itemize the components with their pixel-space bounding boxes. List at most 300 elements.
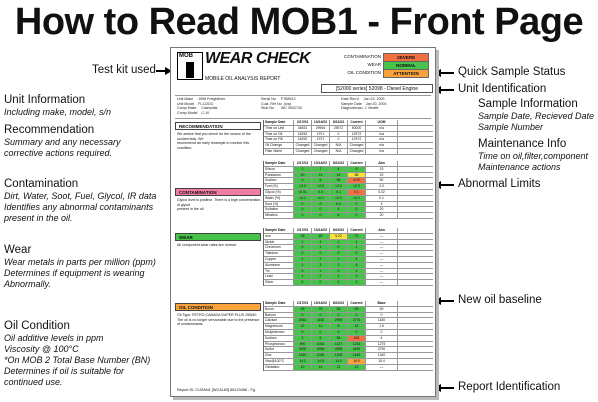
status-value: SEVERE xyxy=(383,53,429,62)
cell-value: 0 xyxy=(330,137,348,142)
annotation-heading: Sample Information xyxy=(478,98,578,110)
cell-value: 12 xyxy=(294,324,312,329)
cell-value: 0 xyxy=(294,251,312,256)
cell-value: <0.01 xyxy=(294,190,312,195)
cell-value: <0.1 xyxy=(312,196,330,201)
arrow-abnormal-limits xyxy=(436,184,454,186)
cell-value: 0 xyxy=(294,280,312,285)
cell-value: 0 xyxy=(294,213,312,218)
row-label: Boron xyxy=(264,307,294,312)
cell-value: 1 xyxy=(348,245,366,250)
cell-value: 0 xyxy=(294,207,312,212)
row-label: Potassium xyxy=(264,173,294,178)
cell-value: 15.4 xyxy=(366,359,398,364)
cell-value: 8/21/02 xyxy=(330,301,348,306)
cell-value: 49 xyxy=(294,307,312,312)
cell-value: 6 xyxy=(312,178,330,183)
section-contamination: CONTAMINATION xyxy=(175,188,261,196)
cell-value: N/A xyxy=(330,143,348,148)
cell-value: 4 xyxy=(348,257,366,262)
cell-value: 7 xyxy=(312,167,330,172)
cell-value: 0 xyxy=(312,330,330,335)
cell-value: 10/14/02 xyxy=(312,228,330,233)
annotation-heading: Wear xyxy=(4,244,32,256)
section-contamination-text: Glycol level is positive. There is a high concentration of glycol present in the oil. xyxy=(177,198,261,212)
cell-value: 12 xyxy=(348,324,366,329)
cell-value: <0.1 xyxy=(348,196,366,201)
cell-value: 88 xyxy=(348,173,366,178)
cell-value: 10/14/02 xyxy=(312,120,330,125)
table-row xyxy=(264,213,433,219)
annotation-heading: Unit Identification xyxy=(458,83,547,95)
cell-value: 0 xyxy=(348,313,366,318)
cell-value: Current xyxy=(348,301,366,306)
cell-value: 400 xyxy=(348,336,366,341)
cell-value: 1 xyxy=(348,269,366,274)
cell-value: 20 xyxy=(294,173,312,178)
cell-value: 0 xyxy=(366,330,398,335)
cell-value: N/A xyxy=(330,149,348,154)
row-label: Magnesium xyxy=(264,324,294,329)
cell-value: 2/17/03 xyxy=(294,120,312,125)
cell-value: 1.6 xyxy=(366,324,398,329)
cell-value: 29964 xyxy=(312,126,330,131)
cell-value: 12972 xyxy=(348,132,366,137)
row-label: Chromium xyxy=(264,245,294,250)
cell-value: — xyxy=(366,263,398,268)
cell-value: Changed xyxy=(294,149,312,154)
cell-value: 1449 xyxy=(348,353,366,358)
unit-identification: [52000 series] 52098 - Diesel Engine xyxy=(321,84,433,93)
cell-value: 0.1 xyxy=(366,196,398,201)
cell-value: 56 xyxy=(330,336,348,341)
cell-value: 3790 xyxy=(366,347,398,352)
cell-value: 2.0 xyxy=(366,184,398,189)
cell-value: 14.0 xyxy=(330,359,348,364)
arrow-baseline xyxy=(436,300,454,302)
cell-value: 4 xyxy=(366,336,398,341)
cell-value: 0 xyxy=(348,213,366,218)
cell-value: 12972 xyxy=(348,137,366,142)
cell-value: 0 xyxy=(312,251,330,256)
row-label: Sample Date xyxy=(264,120,294,125)
cell-value: <2.0 xyxy=(348,184,366,189)
cell-value: 15 xyxy=(366,167,398,172)
annotation-recommendation xyxy=(4,124,169,159)
annotation-unit-id xyxy=(458,83,596,96)
cell-value: 0.1 xyxy=(330,190,348,195)
cell-value: 1 xyxy=(330,240,348,245)
cell-value: 0 xyxy=(330,280,348,285)
status-oil-condition xyxy=(331,69,431,76)
section-oil-condition: OIL CONDITION xyxy=(175,303,261,311)
cell-value: 1 xyxy=(294,257,312,262)
row-label: Nitration xyxy=(264,213,294,218)
cell-value: 1 xyxy=(330,257,348,262)
cell-value: 50000 xyxy=(348,126,366,131)
cell-value: Current xyxy=(348,120,366,125)
cell-value: 2996 xyxy=(330,318,348,323)
cell-value: 2846 xyxy=(294,318,312,323)
row-label: Water (%) xyxy=(264,196,294,201)
cell-value: 1275 xyxy=(366,342,398,347)
section-oil-condition-text: Oil Type: PETRO CANADA SUPER PLUS 15W40 The oil is no longer serviceable due to the presence of contaminants. xyxy=(177,313,260,327)
cell-value: n/a xyxy=(366,132,398,137)
cell-value: 0 xyxy=(330,251,348,256)
cell-value: 16.9 xyxy=(348,359,366,364)
row-label: Fuel (%) xyxy=(264,184,294,189)
cell-value: 0 xyxy=(294,245,312,250)
report-id: Report ID: CUSAN1 [WCAL63] 66123456 - Fg xyxy=(177,388,255,392)
divider xyxy=(175,118,431,119)
row-label: Time on Filt xyxy=(264,137,294,142)
grid-oil-condition xyxy=(263,301,433,371)
row-label: Sample Date xyxy=(264,161,294,166)
cell-value: 0 xyxy=(366,313,398,318)
cell-value: Changed xyxy=(312,143,330,148)
cell-value: 20 xyxy=(366,207,398,212)
cell-value: 63 xyxy=(330,307,348,312)
cell-value: UOM xyxy=(366,120,398,125)
cell-value: — xyxy=(366,257,398,262)
cell-value: 21 xyxy=(312,173,330,178)
cell-value: 16252 xyxy=(294,137,312,142)
cell-value: 0.02 xyxy=(366,190,398,195)
cell-value: 25 xyxy=(294,234,312,239)
cell-value: 10/14/02 xyxy=(312,161,330,166)
cell-value: 2 xyxy=(330,263,348,268)
cell-value: 1 xyxy=(294,263,312,268)
table-row xyxy=(264,280,433,286)
row-label: Nickel xyxy=(264,240,294,245)
cell-value: — xyxy=(366,234,398,239)
grid-contamination xyxy=(263,161,433,219)
cell-value: 0 xyxy=(312,280,330,285)
row-label: Copper xyxy=(264,257,294,262)
cell-value: n/a xyxy=(366,126,398,131)
cell-value: 8/21/02 xyxy=(330,120,348,125)
annotation-heading: Test kit used xyxy=(92,64,156,76)
row-label: Titanium xyxy=(264,251,294,256)
annotation-desc: Wear metals in parts per million (ppm) Determines if equipment is wearing Abnormally. xyxy=(4,257,156,289)
annotation-heading: Oil Condition xyxy=(4,320,70,332)
logo-mark-icon xyxy=(186,62,194,78)
row-label: Filter Maint xyxy=(264,149,294,154)
row-label: Barium xyxy=(264,313,294,318)
cell-value: 0 xyxy=(330,269,348,274)
annotation-maintenance xyxy=(478,138,596,173)
cell-value: Base xyxy=(366,301,398,306)
page-title: How to Read MOB1 - Front Page xyxy=(14,1,584,43)
cell-value: 3199 xyxy=(294,347,312,352)
status-wear xyxy=(331,61,431,68)
annotation-oil-condition xyxy=(4,320,169,388)
cell-value: <0.1 xyxy=(294,196,312,201)
annotation-abnormal-limits xyxy=(458,178,596,191)
cell-value: 0 xyxy=(294,202,312,207)
cell-value: 0 xyxy=(330,132,348,137)
annotation-desc: Time on oil,filter,component Maintenance actions xyxy=(478,151,588,172)
cell-value: Changed xyxy=(294,143,312,148)
cell-value: 72 xyxy=(348,234,366,239)
cell-value: 0 xyxy=(348,280,366,285)
cell-value: 0 xyxy=(348,207,366,212)
cell-value: — xyxy=(366,245,398,250)
cell-value: 4649 xyxy=(348,347,366,352)
cell-value: 1 xyxy=(330,274,348,279)
cell-value: Abn xyxy=(366,228,398,233)
annotation-quick-status xyxy=(458,66,596,79)
unit-info-right: Date Rec'd Jan 23, 2003 Sample Date Jan 20, 2003 Diagnostician J. Mraffe xyxy=(341,97,387,111)
cell-value: 8/21/02 xyxy=(330,161,348,166)
cell-value: 9 xyxy=(348,167,366,172)
annotation-desc: Sample Date, Recieved Date Sample Number xyxy=(478,111,595,132)
logo-text: MOB xyxy=(179,53,193,59)
cell-value: n/a xyxy=(366,143,398,148)
cell-value: 3 xyxy=(366,202,398,207)
grid-maintenance xyxy=(263,120,433,155)
cell-value: 0 xyxy=(348,202,366,207)
row-label: Glycol (%) xyxy=(264,190,294,195)
row-label: Tin xyxy=(264,269,294,274)
annotation-sample-info xyxy=(478,98,596,133)
report-page xyxy=(170,47,436,397)
arrow-report-id xyxy=(436,387,454,389)
annotation-heading: Maintenance Info xyxy=(478,138,567,150)
cell-value: 5 xyxy=(348,263,366,268)
cell-value: 59 xyxy=(348,307,366,312)
cell-value: Current xyxy=(348,228,366,233)
annotation-heading: Contamination xyxy=(4,178,79,190)
unit-info-left: Unit Make 1998 Freightliner Unit Model FL112DC Comp Make Caterpillar Comp Model C-10 xyxy=(177,97,226,115)
row-label: Sample Date xyxy=(264,228,294,233)
cell-value: 8/21/02 xyxy=(330,228,348,233)
cell-value: 2 xyxy=(294,167,312,172)
row-label: Silver xyxy=(264,280,294,285)
cell-value: 50 xyxy=(366,178,398,183)
cell-value: 16252 xyxy=(294,132,312,137)
cell-value: 3 xyxy=(348,274,366,279)
cell-value: 56 xyxy=(330,178,348,183)
cell-value: 1209 xyxy=(330,353,348,358)
cell-value: 0 xyxy=(312,213,330,218)
cell-value: 0 xyxy=(312,202,330,207)
cell-value: n/a xyxy=(366,149,398,154)
section-wear: WEAR xyxy=(175,233,261,241)
cell-value: <2.0 xyxy=(312,184,330,189)
cell-value: 69 xyxy=(366,307,398,312)
cell-value: Current xyxy=(348,161,366,166)
cell-value: 1180 xyxy=(366,318,398,323)
cell-value: 0 xyxy=(294,269,312,274)
row-label: Soot (%) xyxy=(264,202,294,207)
row-label: Calcium xyxy=(264,318,294,323)
row-label: Sodium xyxy=(264,336,294,341)
annotation-heading: Quick Sample Status xyxy=(458,66,566,78)
cell-value: 3 xyxy=(294,336,312,341)
cell-value: 1034 xyxy=(312,342,330,347)
cell-value: 6 xyxy=(330,213,348,218)
cell-value: 4.00 xyxy=(348,178,366,183)
annotation-heading: Report Identification xyxy=(458,381,561,393)
row-label: Lead xyxy=(264,274,294,279)
cell-value: 25972 xyxy=(330,126,348,131)
cell-value: — xyxy=(366,365,398,370)
annotation-desc: Oil additive levels in ppm Viscosity @ 100°C *On MOB 2 Total Base Number (BN) Determines if oil is suitable for continued use. xyxy=(4,333,151,387)
cell-value: 1233 xyxy=(348,342,366,347)
row-label: Molybdenum xyxy=(264,330,294,335)
table-row xyxy=(264,365,433,371)
cell-value: 12 xyxy=(330,365,348,370)
mob-logo xyxy=(177,52,203,80)
annotation-heading: Recommendation xyxy=(4,124,95,136)
grid-wear xyxy=(263,228,433,286)
cell-value: 2/17/03 xyxy=(294,228,312,233)
cell-value: 2/17/03 xyxy=(294,301,312,306)
cell-value: — xyxy=(366,280,398,285)
cell-value: 1340 xyxy=(366,353,398,358)
cell-value: 1 xyxy=(312,240,330,245)
annotation-unit-info xyxy=(4,94,169,118)
section-recommendation: RECOMMENDATION xyxy=(175,122,261,130)
cell-value: 1150 xyxy=(294,353,312,358)
annotation-desc: Including make, model, s/n xyxy=(4,107,112,117)
cell-value: 2 xyxy=(312,274,330,279)
status-label: OIL CONDITION xyxy=(347,70,381,75)
cell-value: 14.6 xyxy=(312,359,330,364)
cell-value: 10 xyxy=(312,365,330,370)
cell-value: <2.0 xyxy=(330,184,348,189)
cell-value: — xyxy=(366,274,398,279)
cell-value: 3 xyxy=(294,178,312,183)
arrow-test-kit xyxy=(156,70,170,72)
cell-value: 1 xyxy=(312,269,330,274)
cell-value: 5.22 xyxy=(330,234,348,239)
brand-subtitle: MOBILE OIL ANALYSIS REPORT xyxy=(205,76,281,82)
section-wear-text: All component wear rates are normal. xyxy=(177,243,237,247)
cell-value: 0 xyxy=(294,330,312,335)
cell-value: <2.0 xyxy=(294,184,312,189)
cell-value: 3150 xyxy=(312,318,330,323)
cell-value: 4398 xyxy=(330,347,348,352)
cell-value: — xyxy=(366,269,398,274)
annotation-heading: New oil baseline xyxy=(458,294,542,306)
annotation-baseline xyxy=(458,294,596,307)
cell-value: 11 xyxy=(312,324,330,329)
cell-value: 0.1 xyxy=(348,190,366,195)
cell-value: 10/14/02 xyxy=(312,301,330,306)
arrow-quick-status xyxy=(436,72,454,74)
cell-value: 0 xyxy=(294,313,312,318)
cell-value: 0 xyxy=(348,251,366,256)
annotation-heading: Unit Information xyxy=(4,94,86,106)
row-label: Zinc xyxy=(264,353,294,358)
row-label: Oil Change xyxy=(264,143,294,148)
cell-value: 4036 xyxy=(312,347,330,352)
row-label: Sample Date xyxy=(264,301,294,306)
cell-value: 1127 xyxy=(330,342,348,347)
cell-value: 0 xyxy=(330,330,348,335)
cell-value: 34651 xyxy=(294,126,312,131)
annotation-report-id xyxy=(458,381,596,394)
section-recommendation-text: We advise that you check for the source of the coolant leak. We recommend an early resample to monitor this condition. xyxy=(177,132,251,150)
cell-value: 0 xyxy=(330,313,348,318)
cell-value: 1 xyxy=(294,274,312,279)
cell-value: 1 xyxy=(294,240,312,245)
cell-value: n/a xyxy=(366,137,398,142)
cell-value: 1245 xyxy=(312,353,330,358)
row-label: Phosphorous xyxy=(264,342,294,347)
row-label: Time on Oil xyxy=(264,132,294,137)
row-label: Iron xyxy=(264,234,294,239)
arrow-unit-id xyxy=(436,89,454,91)
cell-value: 14.2 xyxy=(294,359,312,364)
table-row xyxy=(264,149,433,155)
annotation-desc: Summary and any necessary corrective actions required. xyxy=(4,137,121,158)
cell-value: 15 xyxy=(330,173,348,178)
unit-info-mid: Serial No FTB8913 Cust. Ref No (n/a) Stub No WC 0002740 xyxy=(261,97,302,111)
cell-value: 10 xyxy=(294,365,312,370)
cell-value: 0 xyxy=(330,245,348,250)
row-label: Visc@100°C xyxy=(264,359,294,364)
annotation-heading: Abnormal Limits xyxy=(458,178,541,190)
annotation-wear xyxy=(4,244,169,290)
status-label: CONTAMINATION xyxy=(343,54,381,59)
cell-value: 3 xyxy=(312,263,330,268)
row-label: Oxidation xyxy=(264,365,294,370)
cell-value: 4 xyxy=(330,207,348,212)
status-contamination xyxy=(331,53,431,60)
cell-value: Changed xyxy=(312,149,330,154)
cell-value: 6 xyxy=(312,336,330,341)
cell-value: <0.1 xyxy=(330,196,348,201)
status-label: WEAR xyxy=(367,62,381,67)
cell-value: 0.2 xyxy=(330,202,348,207)
cell-value: 0 xyxy=(312,313,330,318)
cell-value: 0 xyxy=(348,330,366,335)
status-value: ATTENTION xyxy=(383,69,429,78)
cell-value: 13 xyxy=(348,365,366,370)
cell-value: 2 xyxy=(312,257,330,262)
cell-value: 1971 xyxy=(312,132,330,137)
status-value: NORMAL xyxy=(383,61,429,70)
cell-value: 3774 xyxy=(348,318,366,323)
cell-value: 8 xyxy=(330,324,348,329)
cell-value: 0 xyxy=(312,207,330,212)
row-label: Aluminum xyxy=(264,263,294,268)
wearcheck-brand: WEAR CHECK xyxy=(205,50,311,67)
cell-value: Abn xyxy=(366,161,398,166)
cell-value: — xyxy=(366,251,398,256)
cell-value: 0.0 xyxy=(312,190,330,195)
cell-value: 4 xyxy=(330,167,348,172)
annotation-desc: Dirt, Water, Soot, Fuel, Glycol, IR data Identifies any abnormal contaminants present in the oil. xyxy=(4,191,157,223)
row-label: Time on Unit xyxy=(264,126,294,131)
cell-value: 2/17/03 xyxy=(294,161,312,166)
cell-value: — xyxy=(366,240,398,245)
cell-value: 990 xyxy=(294,342,312,347)
annotation-contamination xyxy=(4,178,169,224)
cell-value: 1971 xyxy=(312,137,330,142)
row-label: Silicon xyxy=(264,167,294,172)
cell-value: 60 xyxy=(312,234,330,239)
cell-value: 20 xyxy=(366,173,398,178)
cell-value: 1 xyxy=(312,245,330,250)
cell-value: Changed xyxy=(348,149,366,154)
row-label: Sulfur xyxy=(264,347,294,352)
row-label: Sulfation xyxy=(264,207,294,212)
cell-value: Changed xyxy=(348,143,366,148)
